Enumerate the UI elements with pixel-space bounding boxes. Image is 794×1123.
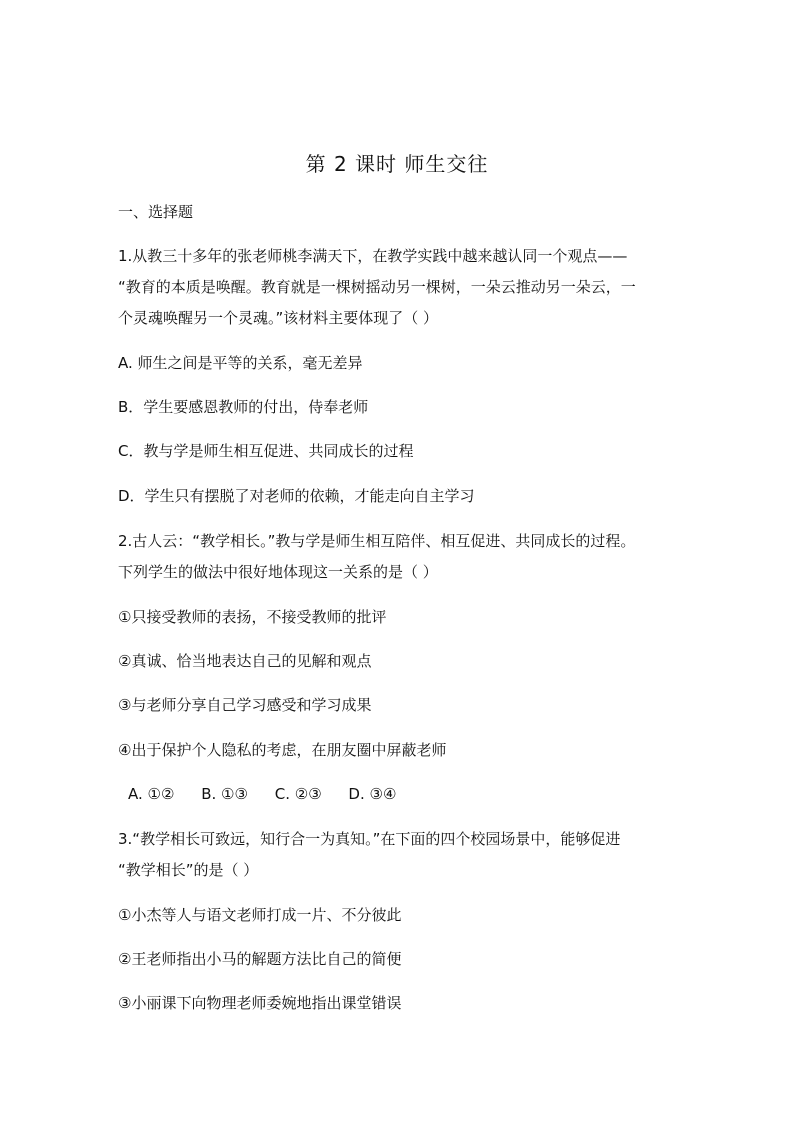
question-2-option-c: C. ②③ — [274, 785, 322, 803]
question-3-item-3: ③小丽课下向物理老师委婉地指出课堂错误 — [118, 994, 402, 1012]
section-heading: 一、选择题 — [118, 203, 194, 221]
page-title: 第 2 课时 师生交往 — [305, 152, 489, 176]
question-2-item-1: ①只接受教师的表扬，不接受教师的批评 — [118, 608, 387, 626]
question-3-item-2: ②王老师指出小马的解题方法比自己的简便 — [118, 950, 402, 968]
question-2-options — [128, 783, 418, 805]
question-2-item-4: ④出于保护个人隐私的考虑，在朋友圈中屏蔽老师 — [118, 741, 447, 759]
question-1-option-a: A. 师生之间是平等的关系，毫无差异 — [118, 354, 363, 372]
question-1-option-c: C．教与学是师生相互促进、共同成长的过程 — [118, 442, 414, 460]
question-2-item-3: ③与老师分享自己学习感受和学习成果 — [118, 696, 372, 714]
question-1-line-3: 个灵魂唤醒另一个灵魂。”该材料主要体现了（ ） — [118, 309, 439, 327]
question-1-option-d: D．学生只有摆脱了对老师的依赖，才能走向自主学习 — [118, 487, 475, 505]
question-2-option-a: A. ①② — [128, 785, 175, 803]
question-2-item-2: ②真诚、恰当地表达自己的见解和观点 — [118, 652, 372, 670]
question-1-option-b: B．学生要感恩教师的付出，侍奉老师 — [118, 398, 369, 416]
question-2-option-d: D. ③④ — [348, 785, 397, 803]
question-3-item-1: ①小杰等人与语文老师打成一片、不分彼此 — [118, 906, 402, 924]
question-1-line-2: “教育的本质是唤醒。教育就是一棵树摇动另一棵树，一朵云推动另一朵云，一 — [118, 278, 636, 296]
question-2-line-2: 下列学生的做法中很好地体现这一关系的是（ ） — [118, 563, 438, 581]
question-2-line-1: 2.古人云：“教学相长。”教与学是师生相互陪伴、相互促进、共同成长的过程。 — [118, 532, 636, 550]
question-2-option-b: B. ①③ — [201, 785, 248, 803]
question-3-line-1: 3.“教学相长可致远，知行合一为真知。”在下面的四个校园场景中，能够促进 — [118, 830, 621, 848]
question-1-line-1: 1.从教三十多年的张老师桃李满天下，在教学实践中越来越认同一个观点—— — [118, 247, 628, 265]
question-3-line-2: “教学相长”的是（ ） — [118, 861, 259, 879]
